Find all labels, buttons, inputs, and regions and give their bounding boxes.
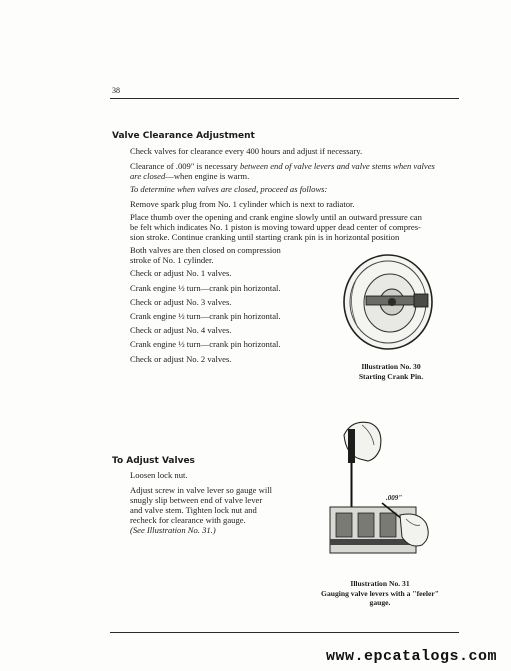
step-5: Check or adjust No. 4 valves. xyxy=(130,325,232,335)
text-line: Both valves are then closed on compression xyxy=(130,245,281,255)
text-line: Adjust screw in valve lever so gauge will xyxy=(130,485,272,495)
step-1: Check or adjust No. 1 valves. xyxy=(130,268,232,278)
clearance-emphasis-2: are closed xyxy=(130,171,166,181)
paragraph-adjust-screw xyxy=(130,485,310,535)
clearance-emphasis: between end of valve levers and valve stems when valves xyxy=(239,161,435,171)
step-3: Check or adjust No. 3 valves. xyxy=(130,297,232,307)
see-illustration-ref: (See Illustration No. 31.) xyxy=(130,525,216,535)
text-line: stroke of No. 1 cylinder. xyxy=(130,255,214,265)
text-line: sion stroke. Continue cranking until starting crank pin is in horizontal position xyxy=(130,232,400,242)
illustration-31-caption xyxy=(290,579,470,608)
determine-text: To determine when valves are closed, proceed as follows: xyxy=(130,184,328,194)
paragraph-clearance xyxy=(130,161,470,181)
text-line: snugly slip between end of valve lever xyxy=(130,495,263,505)
paragraph-check-valves: Check valves for clearance every 400 hours and adjust if necessary. xyxy=(130,146,363,156)
section-heading-valve-clearance: Valve Clearance Adjustment xyxy=(112,131,255,141)
gauge-label: .009" xyxy=(386,494,403,502)
text-line xyxy=(130,525,310,535)
step-2: Crank engine ½ turn—crank pin horizontal. xyxy=(130,283,281,293)
illustration-30-title: Illustration No. 30 xyxy=(361,362,421,371)
step-4: Crank engine ½ turn—crank pin horizontal. xyxy=(130,311,281,321)
step-7: Check or adjust No. 2 valves. xyxy=(130,354,232,364)
paragraph-both-valves xyxy=(130,245,281,265)
paragraph-loosen: Loosen lock nut. xyxy=(130,470,188,480)
crank-pulley-illustration xyxy=(336,250,446,356)
clearance-tail: —when engine is warm. xyxy=(165,171,250,181)
illustration-31-caption-line2: gauge. xyxy=(369,598,391,607)
paragraph-place-thumb xyxy=(130,212,470,242)
text-line: be felt which indicates No. 1 piston is moving toward upper dead center of compres- xyxy=(130,222,421,232)
section-heading-adjust-valves: To Adjust Valves xyxy=(112,456,195,466)
text-line: and valve stem. Tighten lock nut and xyxy=(130,505,257,515)
illustration-31-caption-line1: Gauging valve levers with a "feeler" xyxy=(321,588,439,598)
footer-watermark-url: www.epcatalogs.com xyxy=(325,648,497,665)
illustration-30-subtitle: Starting Crank Pin. xyxy=(358,371,424,381)
illustration-31-title: Illustration No. 31 xyxy=(350,579,410,588)
feeler-gauge-illustration xyxy=(322,415,442,565)
illustration-30-caption xyxy=(336,362,446,381)
top-rule xyxy=(110,98,459,99)
text-line: recheck for clearance with gauge. xyxy=(130,515,246,525)
paragraph-remove-plug: Remove spark plug from No. 1 cylinder which is next to radiator. xyxy=(130,199,355,209)
paragraph-determine xyxy=(130,184,327,194)
clearance-text: Clearance of .009" is necessary xyxy=(130,161,240,171)
text-line: Place thumb over the opening and crank engine slowly until an outward pressure can xyxy=(130,212,422,222)
bottom-rule xyxy=(110,632,459,633)
step-6: Crank engine ½ turn—crank pin horizontal. xyxy=(130,339,281,349)
page-number: 38 xyxy=(112,86,120,95)
